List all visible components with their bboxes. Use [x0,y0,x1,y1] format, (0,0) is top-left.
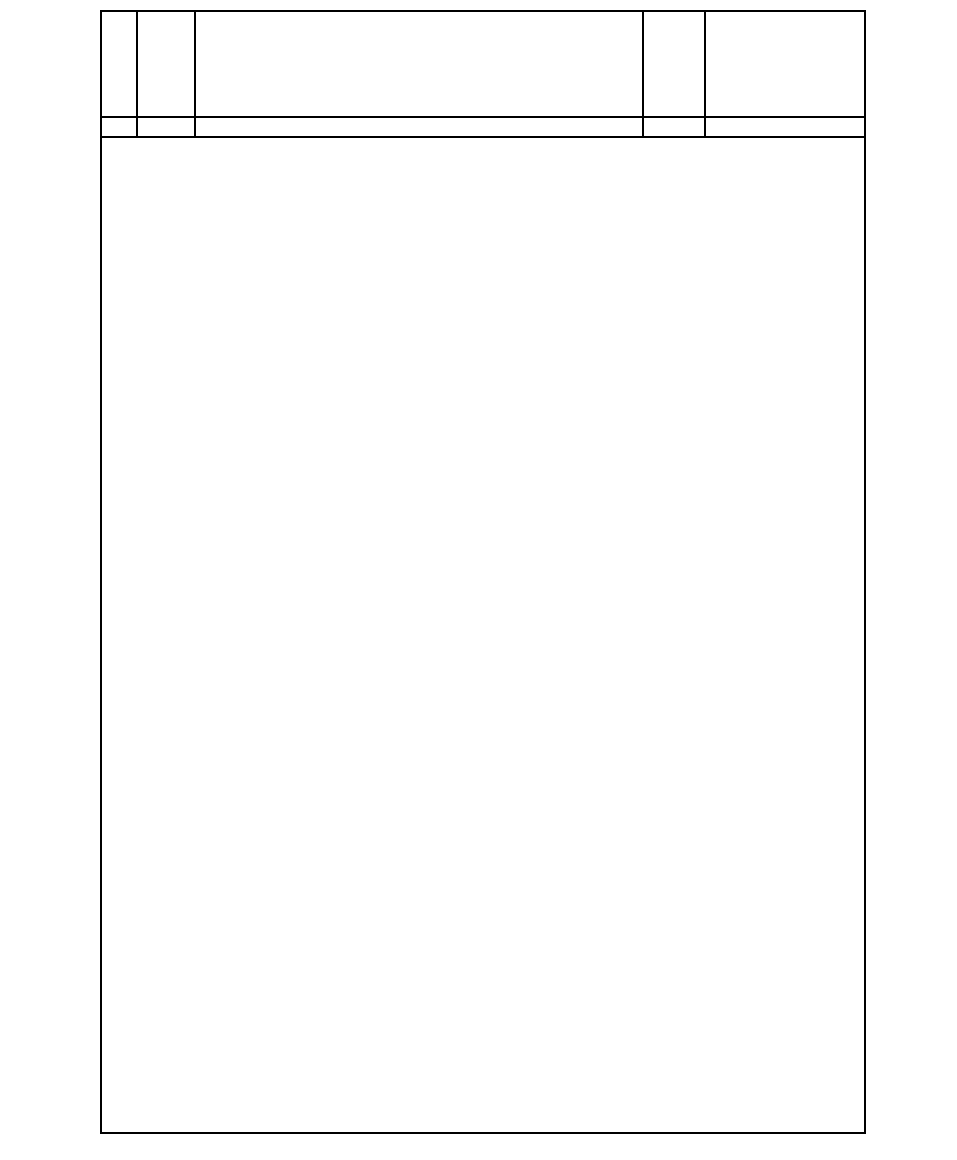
header-cell-indicatori [196,12,644,118]
header-cell-nr [644,12,706,118]
index-cell-2 [196,118,644,138]
header-cell-1 [138,12,196,118]
header-row [102,12,864,118]
index-cell-3 [644,118,706,138]
indicators-table [100,10,866,1134]
index-cell-4 [706,118,864,138]
header-cell-propuneri [706,12,864,118]
header-cell-0 [102,12,138,118]
index-cell-0 [102,118,138,138]
index-cell-1 [138,118,196,138]
index-row [102,118,864,138]
